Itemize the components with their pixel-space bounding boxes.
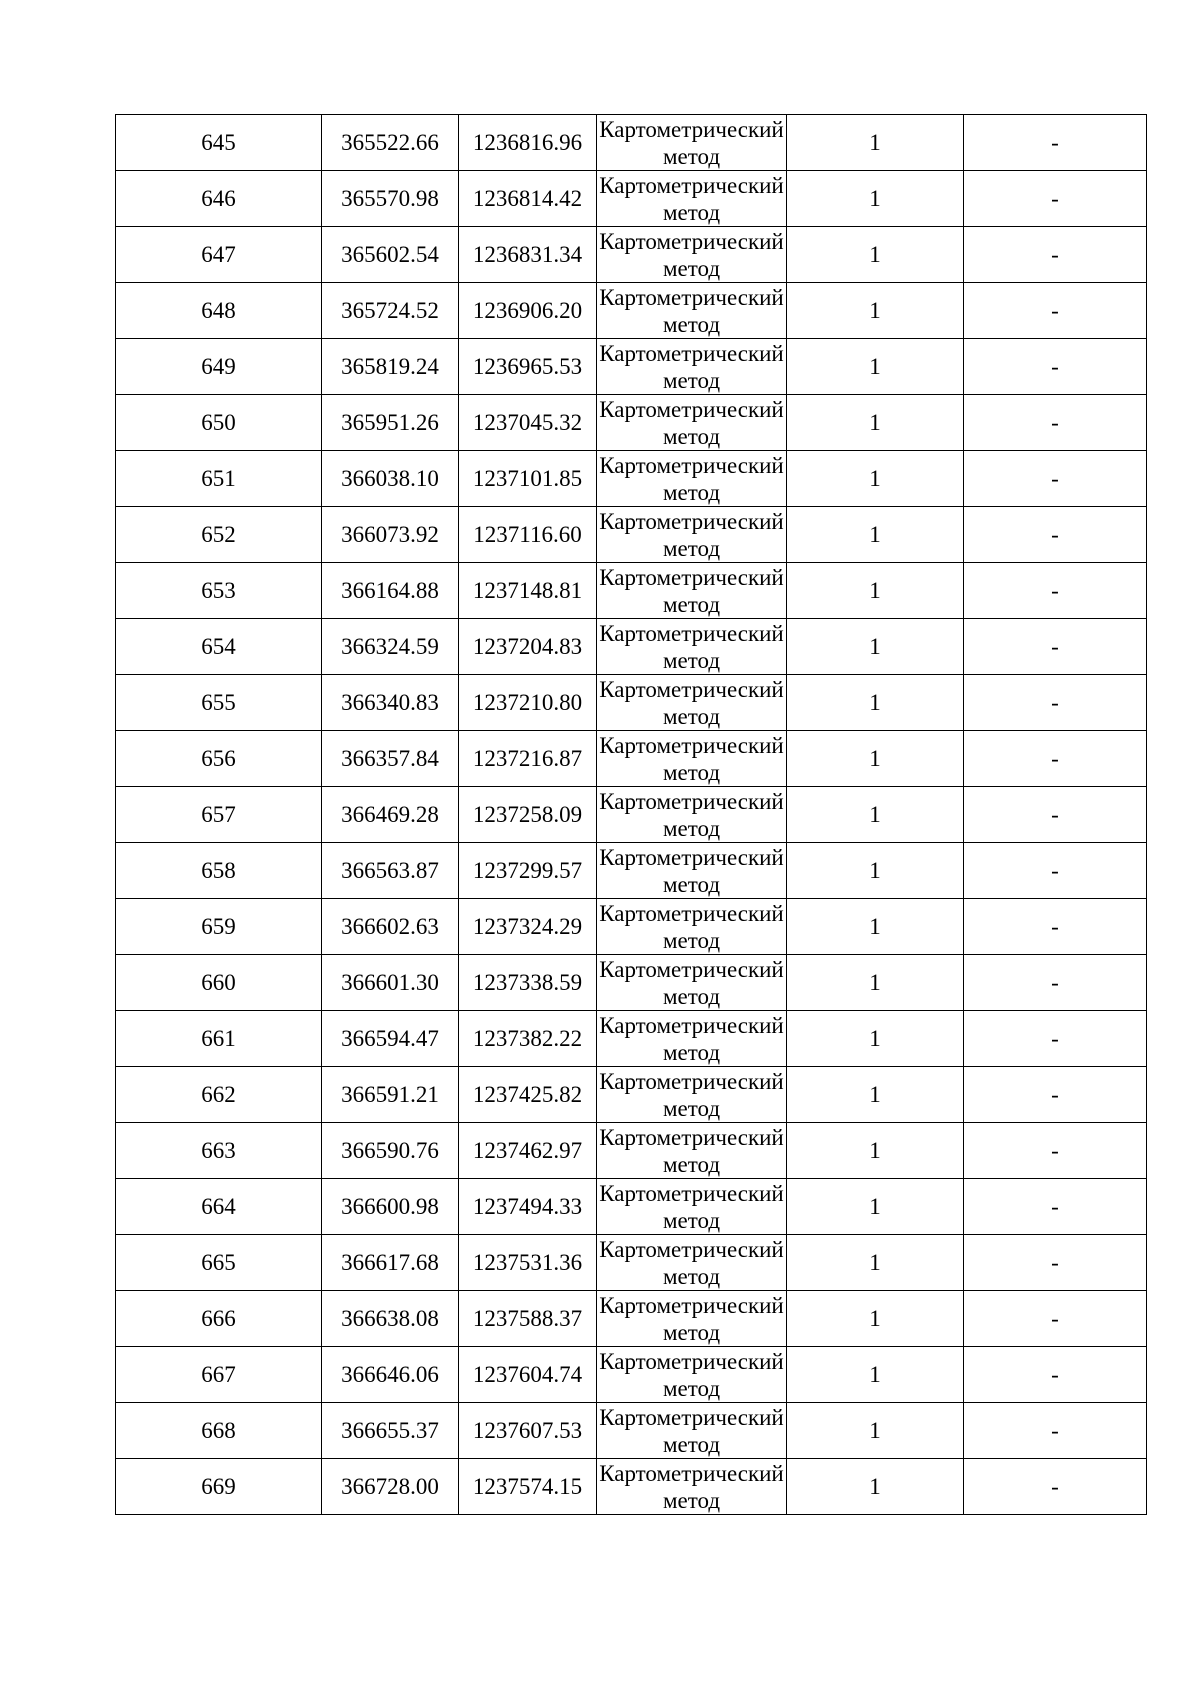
note-cell: - bbox=[964, 1403, 1147, 1459]
table-row bbox=[116, 787, 1147, 843]
accuracy-cell: 1 bbox=[787, 1123, 964, 1179]
table-row bbox=[116, 283, 1147, 339]
table-row bbox=[116, 1123, 1147, 1179]
x-coordinate-cell: 366164.88 bbox=[322, 563, 459, 619]
table-row bbox=[116, 115, 1147, 171]
accuracy-cell: 1 bbox=[787, 787, 964, 843]
x-coordinate-cell: 365951.26 bbox=[322, 395, 459, 451]
note-cell: - bbox=[964, 787, 1147, 843]
point-number-cell: 666 bbox=[116, 1291, 322, 1347]
x-coordinate-cell: 366638.08 bbox=[322, 1291, 459, 1347]
point-number-cell: 663 bbox=[116, 1123, 322, 1179]
method-cell bbox=[597, 451, 787, 507]
table-row bbox=[116, 1235, 1147, 1291]
method-text: Картометрический метод bbox=[599, 1293, 784, 1345]
note-cell: - bbox=[964, 227, 1147, 283]
x-coordinate-cell: 366357.84 bbox=[322, 731, 459, 787]
method-text: Картометрический метод bbox=[599, 677, 784, 729]
accuracy-cell: 1 bbox=[787, 171, 964, 227]
method-cell bbox=[597, 563, 787, 619]
table-row bbox=[116, 955, 1147, 1011]
note-cell: - bbox=[964, 1011, 1147, 1067]
method-cell bbox=[597, 1011, 787, 1067]
method-cell bbox=[597, 339, 787, 395]
method-text: Картометрический метод bbox=[599, 901, 784, 953]
method-cell bbox=[597, 619, 787, 675]
note-cell: - bbox=[964, 115, 1147, 171]
method-cell bbox=[597, 731, 787, 787]
method-text: Картометрический метод bbox=[599, 789, 784, 841]
y-coordinate-cell: 1237604.74 bbox=[459, 1347, 597, 1403]
note-cell: - bbox=[964, 843, 1147, 899]
accuracy-cell: 1 bbox=[787, 1459, 964, 1515]
y-coordinate-cell: 1236906.20 bbox=[459, 283, 597, 339]
method-cell bbox=[597, 899, 787, 955]
point-number-cell: 662 bbox=[116, 1067, 322, 1123]
note-cell: - bbox=[964, 451, 1147, 507]
coordinates-table-body bbox=[116, 115, 1147, 1515]
y-coordinate-cell: 1237462.97 bbox=[459, 1123, 597, 1179]
x-coordinate-cell: 366038.10 bbox=[322, 451, 459, 507]
method-text: Картометрический метод bbox=[599, 957, 784, 1009]
note-cell: - bbox=[964, 1179, 1147, 1235]
x-coordinate-cell: 366602.63 bbox=[322, 899, 459, 955]
point-number-cell: 664 bbox=[116, 1179, 322, 1235]
method-text: Картометрический метод bbox=[599, 1461, 784, 1513]
note-cell: - bbox=[964, 507, 1147, 563]
note-cell: - bbox=[964, 899, 1147, 955]
method-text: Картометрический метод bbox=[599, 229, 784, 281]
method-text: Картометрический метод bbox=[599, 453, 784, 505]
table-row bbox=[116, 395, 1147, 451]
y-coordinate-cell: 1237258.09 bbox=[459, 787, 597, 843]
method-cell bbox=[597, 1235, 787, 1291]
method-cell bbox=[597, 395, 787, 451]
table-row bbox=[116, 227, 1147, 283]
table-row bbox=[116, 619, 1147, 675]
method-text: Картометрический метод bbox=[599, 733, 784, 785]
x-coordinate-cell: 366617.68 bbox=[322, 1235, 459, 1291]
accuracy-cell: 1 bbox=[787, 1235, 964, 1291]
x-coordinate-cell: 365522.66 bbox=[322, 115, 459, 171]
note-cell: - bbox=[964, 619, 1147, 675]
x-coordinate-cell: 366594.47 bbox=[322, 1011, 459, 1067]
coordinates-table bbox=[115, 114, 1147, 1515]
y-coordinate-cell: 1237148.81 bbox=[459, 563, 597, 619]
accuracy-cell: 1 bbox=[787, 619, 964, 675]
method-text: Картометрический метод bbox=[599, 1069, 784, 1121]
table-row bbox=[116, 1011, 1147, 1067]
point-number-cell: 656 bbox=[116, 731, 322, 787]
accuracy-cell: 1 bbox=[787, 731, 964, 787]
table-row bbox=[116, 507, 1147, 563]
x-coordinate-cell: 365602.54 bbox=[322, 227, 459, 283]
accuracy-cell: 1 bbox=[787, 955, 964, 1011]
x-coordinate-cell: 366324.59 bbox=[322, 619, 459, 675]
x-coordinate-cell: 366590.76 bbox=[322, 1123, 459, 1179]
table-row bbox=[116, 731, 1147, 787]
note-cell: - bbox=[964, 675, 1147, 731]
note-cell: - bbox=[964, 955, 1147, 1011]
accuracy-cell: 1 bbox=[787, 1291, 964, 1347]
point-number-cell: 653 bbox=[116, 563, 322, 619]
method-cell bbox=[597, 787, 787, 843]
point-number-cell: 661 bbox=[116, 1011, 322, 1067]
accuracy-cell: 1 bbox=[787, 675, 964, 731]
point-number-cell: 654 bbox=[116, 619, 322, 675]
x-coordinate-cell: 366728.00 bbox=[322, 1459, 459, 1515]
table-row bbox=[116, 451, 1147, 507]
note-cell: - bbox=[964, 1123, 1147, 1179]
point-number-cell: 665 bbox=[116, 1235, 322, 1291]
method-text: Картометрический метод bbox=[599, 1125, 784, 1177]
point-number-cell: 645 bbox=[116, 115, 322, 171]
y-coordinate-cell: 1237607.53 bbox=[459, 1403, 597, 1459]
method-text: Картометрический метод bbox=[599, 1181, 784, 1233]
point-number-cell: 648 bbox=[116, 283, 322, 339]
accuracy-cell: 1 bbox=[787, 451, 964, 507]
method-cell bbox=[597, 1123, 787, 1179]
method-text: Картометрический метод bbox=[599, 565, 784, 617]
point-number-cell: 667 bbox=[116, 1347, 322, 1403]
note-cell: - bbox=[964, 283, 1147, 339]
point-number-cell: 669 bbox=[116, 1459, 322, 1515]
table-row bbox=[116, 1179, 1147, 1235]
method-text: Картометрический метод bbox=[599, 1349, 784, 1401]
accuracy-cell: 1 bbox=[787, 1179, 964, 1235]
accuracy-cell: 1 bbox=[787, 339, 964, 395]
y-coordinate-cell: 1236831.34 bbox=[459, 227, 597, 283]
x-coordinate-cell: 366340.83 bbox=[322, 675, 459, 731]
table-row bbox=[116, 1291, 1147, 1347]
method-text: Картометрический метод bbox=[599, 117, 784, 169]
point-number-cell: 658 bbox=[116, 843, 322, 899]
method-cell bbox=[597, 1459, 787, 1515]
point-number-cell: 655 bbox=[116, 675, 322, 731]
y-coordinate-cell: 1237531.36 bbox=[459, 1235, 597, 1291]
y-coordinate-cell: 1237299.57 bbox=[459, 843, 597, 899]
x-coordinate-cell: 366073.92 bbox=[322, 507, 459, 563]
point-number-cell: 646 bbox=[116, 171, 322, 227]
point-number-cell: 659 bbox=[116, 899, 322, 955]
table-row bbox=[116, 1403, 1147, 1459]
method-cell bbox=[597, 1179, 787, 1235]
x-coordinate-cell: 366655.37 bbox=[322, 1403, 459, 1459]
point-number-cell: 660 bbox=[116, 955, 322, 1011]
accuracy-cell: 1 bbox=[787, 1403, 964, 1459]
x-coordinate-cell: 366646.06 bbox=[322, 1347, 459, 1403]
y-coordinate-cell: 1237116.60 bbox=[459, 507, 597, 563]
method-cell bbox=[597, 1067, 787, 1123]
table-row bbox=[116, 899, 1147, 955]
y-coordinate-cell: 1237494.33 bbox=[459, 1179, 597, 1235]
method-text: Картометрический метод bbox=[599, 397, 784, 449]
accuracy-cell: 1 bbox=[787, 115, 964, 171]
method-text: Картометрический метод bbox=[599, 341, 784, 393]
method-text: Картометрический метод bbox=[599, 1237, 784, 1289]
y-coordinate-cell: 1237425.82 bbox=[459, 1067, 597, 1123]
table-row bbox=[116, 1459, 1147, 1515]
note-cell: - bbox=[964, 171, 1147, 227]
x-coordinate-cell: 366563.87 bbox=[322, 843, 459, 899]
point-number-cell: 650 bbox=[116, 395, 322, 451]
y-coordinate-cell: 1237045.32 bbox=[459, 395, 597, 451]
y-coordinate-cell: 1236965.53 bbox=[459, 339, 597, 395]
y-coordinate-cell: 1237324.29 bbox=[459, 899, 597, 955]
point-number-cell: 651 bbox=[116, 451, 322, 507]
note-cell: - bbox=[964, 395, 1147, 451]
table-row bbox=[116, 1347, 1147, 1403]
accuracy-cell: 1 bbox=[787, 1067, 964, 1123]
point-number-cell: 647 bbox=[116, 227, 322, 283]
method-cell bbox=[597, 1347, 787, 1403]
method-text: Картометрический метод bbox=[599, 621, 784, 673]
note-cell: - bbox=[964, 1347, 1147, 1403]
accuracy-cell: 1 bbox=[787, 283, 964, 339]
note-cell: - bbox=[964, 339, 1147, 395]
note-cell: - bbox=[964, 731, 1147, 787]
accuracy-cell: 1 bbox=[787, 843, 964, 899]
table-row bbox=[116, 675, 1147, 731]
x-coordinate-cell: 365819.24 bbox=[322, 339, 459, 395]
method-cell bbox=[597, 675, 787, 731]
method-cell bbox=[597, 1291, 787, 1347]
table-row bbox=[116, 563, 1147, 619]
point-number-cell: 649 bbox=[116, 339, 322, 395]
y-coordinate-cell: 1237210.80 bbox=[459, 675, 597, 731]
accuracy-cell: 1 bbox=[787, 1011, 964, 1067]
y-coordinate-cell: 1237204.83 bbox=[459, 619, 597, 675]
method-text: Картометрический метод bbox=[599, 285, 784, 337]
point-number-cell: 652 bbox=[116, 507, 322, 563]
y-coordinate-cell: 1236814.42 bbox=[459, 171, 597, 227]
accuracy-cell: 1 bbox=[787, 227, 964, 283]
method-text: Картометрический метод bbox=[599, 845, 784, 897]
method-cell bbox=[597, 1403, 787, 1459]
table-row bbox=[116, 339, 1147, 395]
method-cell bbox=[597, 955, 787, 1011]
x-coordinate-cell: 366600.98 bbox=[322, 1179, 459, 1235]
point-number-cell: 657 bbox=[116, 787, 322, 843]
x-coordinate-cell: 365724.52 bbox=[322, 283, 459, 339]
table-row bbox=[116, 171, 1147, 227]
note-cell: - bbox=[964, 563, 1147, 619]
y-coordinate-cell: 1237216.87 bbox=[459, 731, 597, 787]
table-row bbox=[116, 1067, 1147, 1123]
accuracy-cell: 1 bbox=[787, 395, 964, 451]
point-number-cell: 668 bbox=[116, 1403, 322, 1459]
note-cell: - bbox=[964, 1459, 1147, 1515]
method-cell bbox=[597, 227, 787, 283]
method-cell bbox=[597, 843, 787, 899]
note-cell: - bbox=[964, 1235, 1147, 1291]
method-text: Картометрический метод bbox=[599, 1013, 784, 1065]
y-coordinate-cell: 1236816.96 bbox=[459, 115, 597, 171]
x-coordinate-cell: 366591.21 bbox=[322, 1067, 459, 1123]
x-coordinate-cell: 365570.98 bbox=[322, 171, 459, 227]
accuracy-cell: 1 bbox=[787, 1347, 964, 1403]
x-coordinate-cell: 366601.30 bbox=[322, 955, 459, 1011]
x-coordinate-cell: 366469.28 bbox=[322, 787, 459, 843]
method-cell bbox=[597, 283, 787, 339]
note-cell: - bbox=[964, 1291, 1147, 1347]
y-coordinate-cell: 1237101.85 bbox=[459, 451, 597, 507]
method-cell bbox=[597, 171, 787, 227]
accuracy-cell: 1 bbox=[787, 563, 964, 619]
y-coordinate-cell: 1237382.22 bbox=[459, 1011, 597, 1067]
table-row bbox=[116, 843, 1147, 899]
y-coordinate-cell: 1237338.59 bbox=[459, 955, 597, 1011]
method-cell bbox=[597, 507, 787, 563]
method-text: Картометрический метод bbox=[599, 1405, 784, 1457]
accuracy-cell: 1 bbox=[787, 899, 964, 955]
method-cell bbox=[597, 115, 787, 171]
y-coordinate-cell: 1237588.37 bbox=[459, 1291, 597, 1347]
y-coordinate-cell: 1237574.15 bbox=[459, 1459, 597, 1515]
method-text: Картометрический метод bbox=[599, 509, 784, 561]
accuracy-cell: 1 bbox=[787, 507, 964, 563]
note-cell: - bbox=[964, 1067, 1147, 1123]
method-text: Картометрический метод bbox=[599, 173, 784, 225]
